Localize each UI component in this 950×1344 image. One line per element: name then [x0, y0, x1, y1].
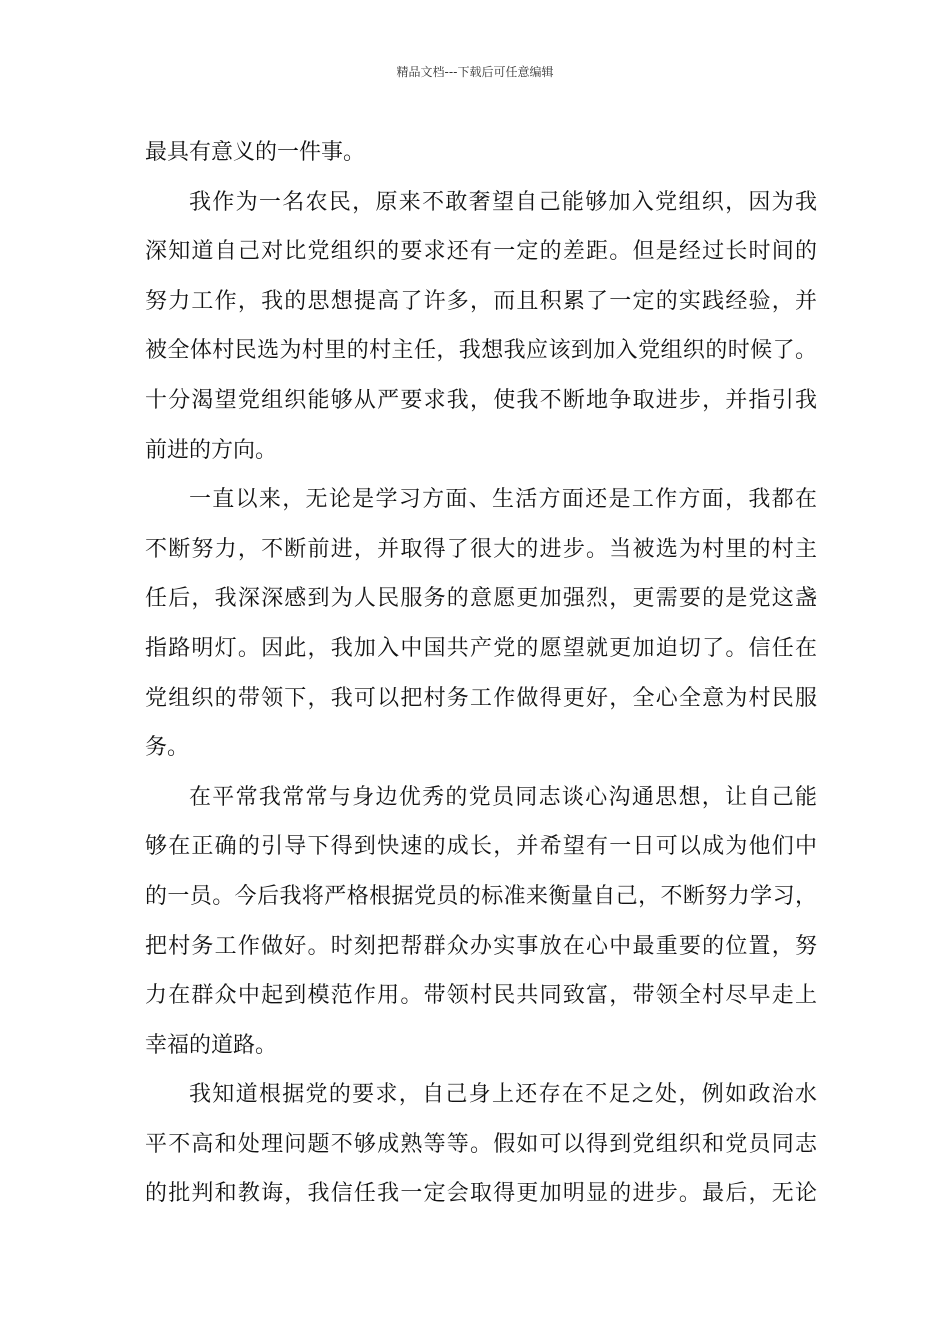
text-line: 努力工作，我的思想提高了许多，而且积累了一定的实践经验，并: [145, 288, 817, 314]
text-line: 力在群众中起到模范作用。带领村民共同致富，带领全村尽早走上: [145, 983, 817, 1009]
text-line: 的一员。今后我将严格根据党员的标准来衡量自己，不断努力学习，: [145, 883, 817, 909]
text-line: 深知道自己对比党组织的要求还有一定的差距。但是经过长时间的: [145, 239, 817, 265]
text-line: 幸福的道路。: [145, 1032, 278, 1058]
text-line: 把村务工作做好。时刻把帮群众办实事放在心中最重要的位置，努: [145, 933, 817, 959]
text-line: 务。: [145, 735, 190, 761]
text-line: 的批判和教诲，我信任我一定会取得更加明显的进步。最后，无论: [145, 1181, 817, 1207]
text-line: 党组织的带领下，我可以把村务工作做得更好，全心全意为村民服: [145, 685, 817, 711]
text-line: 够在正确的引导下得到快速的成长，并希望有一日可以成为他们中: [145, 834, 817, 860]
page-header: 精品文档---下载后可任意编辑: [396, 65, 554, 79]
text-line: 一直以来，无论是学习方面、生活方面还是工作方面，我都在: [189, 487, 817, 513]
text-line: 在平常我常常与身边优秀的党员同志谈心沟通思想，让自己能: [189, 784, 817, 810]
text-line: 平不高和处理问题不够成熟等等。假如可以得到党组织和党员同志: [145, 1131, 817, 1157]
text-line: 任后，我深深感到为人民服务的意愿更加强烈，更需要的是党这盏: [145, 586, 817, 612]
text-line: 我知道根据党的要求，自己身上还存在不足之处，例如政治水: [189, 1082, 817, 1108]
text-line: 指路明灯。因此，我加入中国共产党的愿望就更加迫切了。信任在: [145, 635, 817, 661]
text-line: 被全体村民选为村里的村主任，我想我应该到加入党组织的时候了。: [145, 338, 817, 364]
text-line: 最具有意义的一件事。: [145, 140, 366, 165]
text-line: 我作为一名农民，原来不敢奢望自己能够加入党组织，因为我: [189, 189, 817, 215]
text-line: 不断努力，不断前进，并取得了很大的进步。当被选为村里的村主: [145, 536, 817, 562]
text-line: 前进的方向。: [145, 437, 278, 463]
document-body: [145, 128, 817, 1219]
text-line: 十分渴望党组织能够从严要求我，使我不断地争取进步，并指引我: [145, 387, 817, 413]
